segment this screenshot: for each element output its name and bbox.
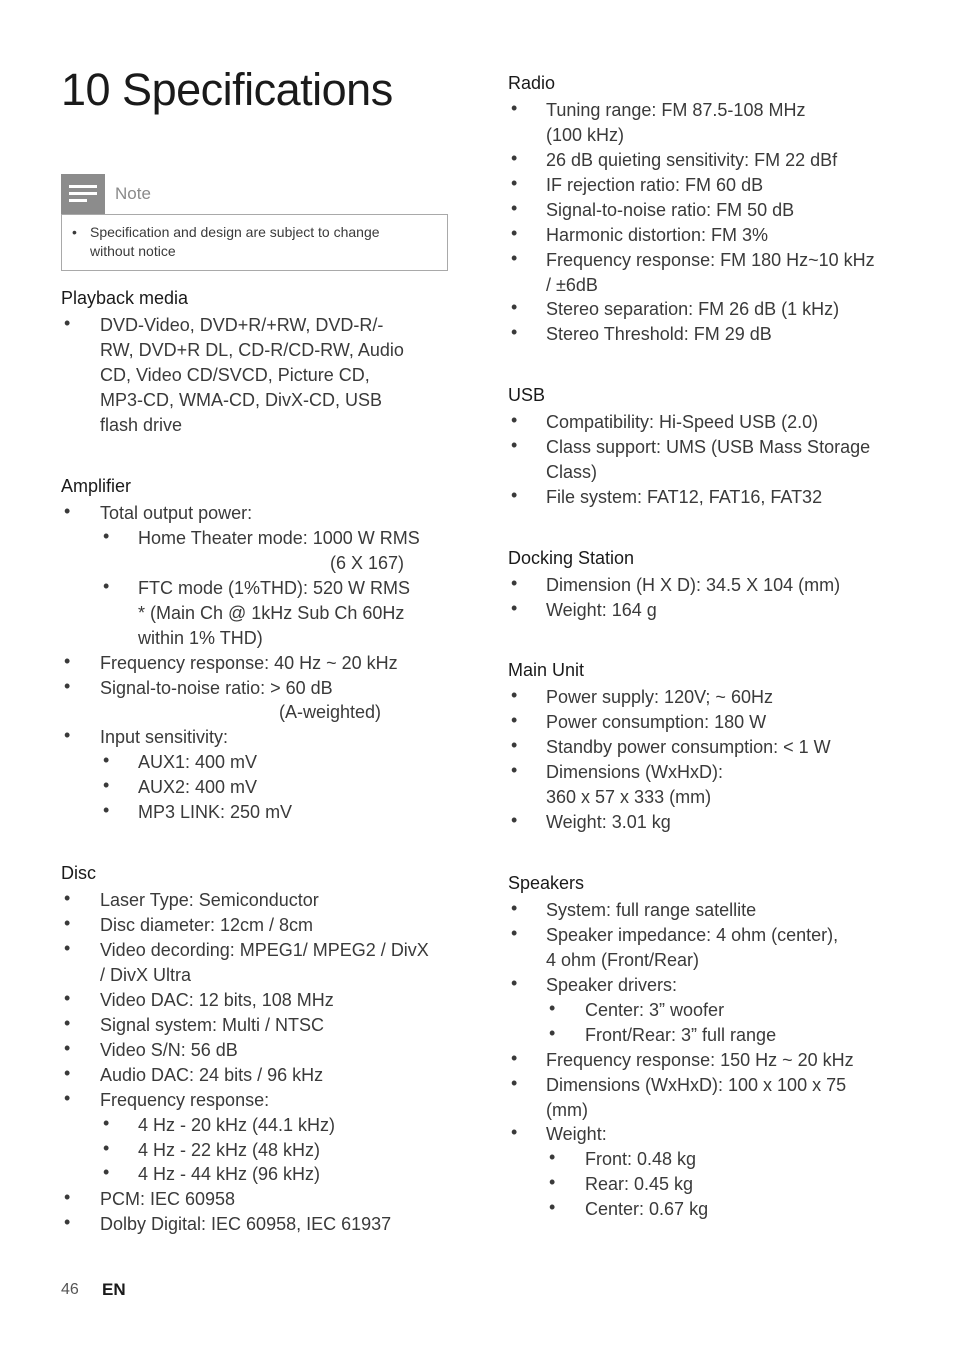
amplifier-title: Amplifier [61,476,132,496]
radio-line: Signal-to-noise ratio: FM 50 dB [546,200,795,220]
usb-line: Compatibility: Hi-Speed USB (2.0) [546,412,819,432]
speakers-line: Rear: 0.45 kg [585,1174,694,1194]
amplifier-line: Home Theater mode: 1000 W RMS [138,528,420,548]
bullet: • [64,313,71,333]
bullet: • [511,1073,518,1093]
radio-line: Stereo Threshold: FM 29 dB [546,324,772,344]
bullet: • [511,223,518,243]
bullet: • [549,1147,556,1167]
radio-title: Radio [508,73,556,93]
radio-line: (100 kHz) [546,125,625,145]
amplifier-line: (6 X 167) [330,553,405,573]
bullet: • [511,98,518,118]
bullet: • [64,725,71,745]
radio-line: IF rejection ratio: FM 60 dB [546,175,764,195]
playback-line-2: RW, DVD+R DL, CD-R/CD-RW, Audio [100,340,404,360]
bullet: • [64,1013,71,1033]
bullet: • [64,1212,71,1232]
mainunit-line: Power supply: 120V; ~ 60Hz [546,687,773,707]
bullet: • [511,923,518,943]
amplifier-line: Signal-to-noise ratio: > 60 dB [100,678,333,698]
bullet: • [103,1138,110,1158]
bullet: • [511,410,518,430]
speakers-line: Frequency response: 150 Hz ~ 20 kHz [546,1050,854,1070]
speakers-line: Speaker impedance: 4 ohm (center), [546,925,839,945]
bullet: • [511,573,518,593]
playback-line-4: MP3-CD, WMA-CD, DivX-CD, USB [100,390,382,410]
speakers-line: Front: 0.48 kg [585,1149,697,1169]
disc-line: 4 Hz - 20 kHz (44.1 kHz) [138,1115,336,1135]
playback-line-1: DVD-Video, DVD+R/+RW, DVD-R/- [100,315,384,335]
disc-line: Laser Type: Semiconductor [100,890,319,910]
bullet: • [511,435,518,455]
bullet: • [549,1023,556,1043]
note-header [61,174,448,214]
amplifier-line: AUX1: 400 mV [138,752,258,772]
bullet: • [511,173,518,193]
bullet: • [64,1088,71,1108]
usb-line: Class) [546,462,598,482]
amplifier-line: Total output power: [100,503,253,523]
bullet: • [511,322,518,342]
bullet: • [103,576,110,596]
speakers-line: 4 ohm (Front/Rear) [546,950,700,970]
disc-line: PCM: IEC 60958 [100,1189,236,1209]
radio-line: / ±6dB [546,275,598,295]
disc-line: 4 Hz - 22 kHz (48 kHz) [138,1140,321,1160]
mainunit-line: 360 x 57 x 333 (mm) [546,787,712,807]
bullet: • [511,1122,518,1142]
disc-line: Frequency response: [100,1090,270,1110]
note-content [61,214,448,271]
usb-title: USB [508,385,546,405]
note-text-1: Specification and design are subject to change [90,224,380,240]
radio-line: Frequency response: FM 180 Hz~10 kHz [546,250,875,270]
bullet: • [549,1172,556,1192]
usb-line: Class support: UMS (USB Mass Storage [546,437,871,457]
speakers-line: System: full range satellite [546,900,757,920]
bullet: • [64,938,71,958]
bullet: • [511,198,518,218]
disc-line: 4 Hz - 44 kHz (96 kHz) [138,1164,321,1184]
disc-line: Signal system: Multi / NTSC [100,1015,325,1035]
bullet: • [511,685,518,705]
bullet: • [103,526,110,546]
mainunit-line: Weight: 3.01 kg [546,812,671,832]
disc-line: Dolby Digital: IEC 60958, IEC 61937 [100,1214,392,1234]
bullet: • [64,1187,71,1207]
speakers-line: Weight: [546,1124,607,1144]
speakers-line: Center: 3” woofer [585,1000,725,1020]
note-bullet: • [72,224,77,240]
bullet: • [511,735,518,755]
bullet: • [103,775,110,795]
page-title: 10 Specifications [61,64,393,115]
disc-line: / DivX Ultra [100,965,192,985]
bullet: • [511,810,518,830]
bullet: • [511,248,518,268]
note-box [61,174,448,271]
disc-title: Disc [61,863,96,883]
speakers-line: Center: 0.67 kg [585,1199,709,1219]
bullet: • [511,148,518,168]
bullet: • [64,888,71,908]
note-text-2: without notice [90,243,176,259]
bullet: • [64,913,71,933]
radio-line: Tuning range: FM 87.5-108 MHz [546,100,806,120]
bullet: • [103,800,110,820]
bullet: • [64,676,71,696]
mainunit-line: Standby power consumption: < 1 W [546,737,831,757]
bullet: • [549,1197,556,1217]
mainunit-line: Dimensions (WxHxD): [546,762,724,782]
bullet: • [64,1063,71,1083]
language-code: EN [102,1280,126,1299]
disc-line: Video S/N: 56 dB [100,1040,238,1060]
amplifier-line: FTC mode (1%THD): 520 W RMS [138,578,411,598]
disc-line: Disc diameter: 12cm / 8cm [100,915,314,935]
bullet: • [103,750,110,770]
note-label: Note [115,184,151,203]
playback-line-3: CD, Video CD/SVCD, Picture CD, [100,365,370,385]
playback-title: Playback media [61,288,189,308]
bullet: • [511,598,518,618]
page-number: 46 [61,1281,79,1298]
speakers-line: (mm) [546,1100,588,1120]
note-icon [61,174,105,214]
playback-line-5: flash drive [100,415,183,435]
amplifier-line: (A-weighted) [279,702,382,722]
bullet: • [64,988,71,1008]
amplifier-line: Frequency response: 40 Hz ~ 20 kHz [100,653,398,673]
mainunit-title: Main Unit [508,660,585,680]
disc-line: Audio DAC: 24 bits / 96 kHz [100,1065,324,1085]
speakers-line: Front/Rear: 3” full range [585,1025,777,1045]
bullet: • [64,1038,71,1058]
disc-line: Video DAC: 12 bits, 108 MHz [100,990,334,1010]
bullet: • [103,1113,110,1133]
mainunit-line: Power consumption: 180 W [546,712,767,732]
amplifier-line: within 1% THD) [138,628,263,648]
docking-title: Docking Station [508,548,635,568]
docking-line: Weight: 164 g [546,600,657,620]
radio-line: Stereo separation: FM 26 dB (1 kHz) [546,299,840,319]
bullet: • [511,760,518,780]
radio-line: Harmonic distortion: FM 3% [546,225,769,245]
amplifier-line: * (Main Ch @ 1kHz Sub Ch 60Hz [138,603,405,623]
amplifier-line: AUX2: 400 mV [138,777,258,797]
bullet: • [511,898,518,918]
amplifier-line: Input sensitivity: [100,727,229,747]
bullet: • [511,297,518,317]
speakers-line: Dimensions (WxHxD): 100 x 100 x 75 [546,1075,847,1095]
bullet: • [511,485,518,505]
bullet: • [511,973,518,993]
bullet: • [64,651,71,671]
amplifier-line: MP3 LINK: 250 mV [138,802,293,822]
radio-line: 26 dB quieting sensitivity: FM 22 dBf [546,150,838,170]
bullet: • [511,1048,518,1068]
docking-line: Dimension (H X D): 34.5 X 104 (mm) [546,575,841,595]
bullet: • [511,710,518,730]
bullet: • [103,1162,110,1182]
disc-line: Video decording: MPEG1/ MPEG2 / DivX [100,940,429,960]
usb-line: File system: FAT12, FAT16, FAT32 [546,487,823,507]
bullet: • [64,501,71,521]
speakers-line: Speaker drivers: [546,975,678,995]
bullet: • [549,998,556,1018]
speakers-title: Speakers [508,873,585,893]
